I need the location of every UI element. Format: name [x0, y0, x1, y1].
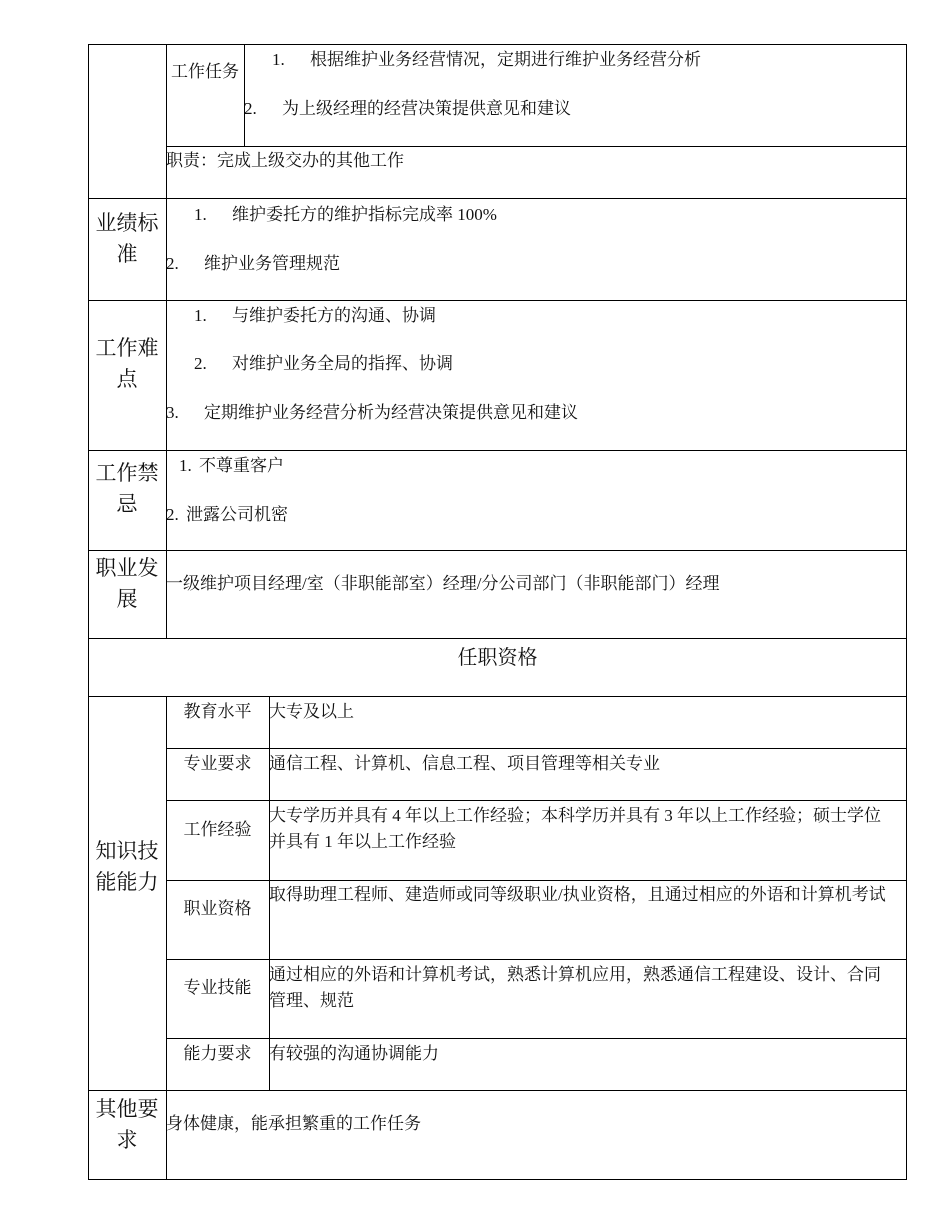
row-divider	[88, 300, 907, 301]
knowledge-row-value: 大专及以上	[269, 702, 354, 721]
row-divider	[166, 959, 907, 960]
knowledge-row-value: 通过相应的外语和计算机考试，熟悉计算机应用，熟悉通信工程建设、设计、合同管理、规范	[269, 965, 881, 1010]
knowledge-row-label: 能力要求	[183, 1044, 252, 1063]
column-divider	[244, 44, 245, 146]
row-divider	[166, 800, 907, 801]
work-task-item: 2. 为上级经理的经营决策提供意见和建议	[244, 99, 571, 118]
row-divider	[166, 146, 907, 147]
performance-item: 1. 维护委托方的维护指标完成率 100%	[194, 205, 497, 224]
knowledge-row-label: 专业要求	[183, 754, 252, 773]
knowledge-row-value: 通信工程、计算机、信息工程、项目管理等相关专业	[269, 754, 660, 773]
knowledge-label: 知识技能能力	[95, 839, 159, 894]
row-divider	[166, 1038, 907, 1039]
knowledge-row-value: 取得助理工程师、建造师或同等级职业/执业资格，且通过相应的外语和计算机考试	[269, 885, 886, 904]
career-label: 职业发展	[95, 556, 159, 611]
column-divider	[166, 44, 167, 638]
other-requirements-text: 身体健康，能承担繁重的工作任务	[166, 1114, 421, 1133]
difficulty-item: 3. 定期维护业务经营分析为经营决策提供意见和建议	[166, 403, 578, 422]
knowledge-row-value: 大专学历并具有 4 年以上工作经验；本科学历并具有 3 年以上工作经验；硕士学位并具有 1 年以上工作经验	[269, 806, 881, 851]
duty-other-text: 职责：完成上级交办的其他工作	[166, 151, 404, 170]
knowledge-row-label: 职业资格	[183, 899, 252, 918]
row-divider	[88, 198, 907, 199]
knowledge-row-label: 专业技能	[183, 978, 252, 997]
career-text: 一级维护项目经理/室（非职能部室）经理/分公司部门（非职能部门）经理	[166, 574, 720, 593]
taboo-item: 2. 泄露公司机密	[166, 505, 288, 524]
row-divider	[88, 450, 907, 451]
row-divider	[88, 638, 907, 639]
row-divider	[166, 748, 907, 749]
taboos-label: 工作禁忌	[95, 461, 159, 516]
performance-item: 2. 维护业务管理规范	[166, 254, 340, 273]
taboo-item: 1. 不尊重客户	[179, 456, 284, 475]
difficulty-item: 1. 与维护委托方的沟通、协调	[194, 306, 436, 325]
row-divider	[88, 550, 907, 551]
work-tasks-label: 工作任务	[171, 62, 239, 81]
row-divider	[166, 880, 907, 881]
knowledge-row-value: 有较强的沟通协调能力	[269, 1044, 439, 1063]
row-divider	[88, 696, 907, 697]
qualifications-title: 任职资格	[457, 647, 538, 669]
difficulty-item: 2. 对维护业务全局的指挥、协调	[194, 354, 453, 373]
row-divider	[88, 1090, 907, 1091]
difficulties-label: 工作难点	[95, 336, 159, 391]
other-requirements-label: 其他要求	[95, 1097, 159, 1152]
work-task-item: 1. 根据维护业务经营情况，定期进行维护业务经营分析	[272, 50, 701, 69]
knowledge-row-label: 工作经验	[183, 820, 252, 839]
knowledge-row-label: 教育水平	[183, 702, 252, 721]
performance-label: 业绩标准	[95, 211, 159, 266]
